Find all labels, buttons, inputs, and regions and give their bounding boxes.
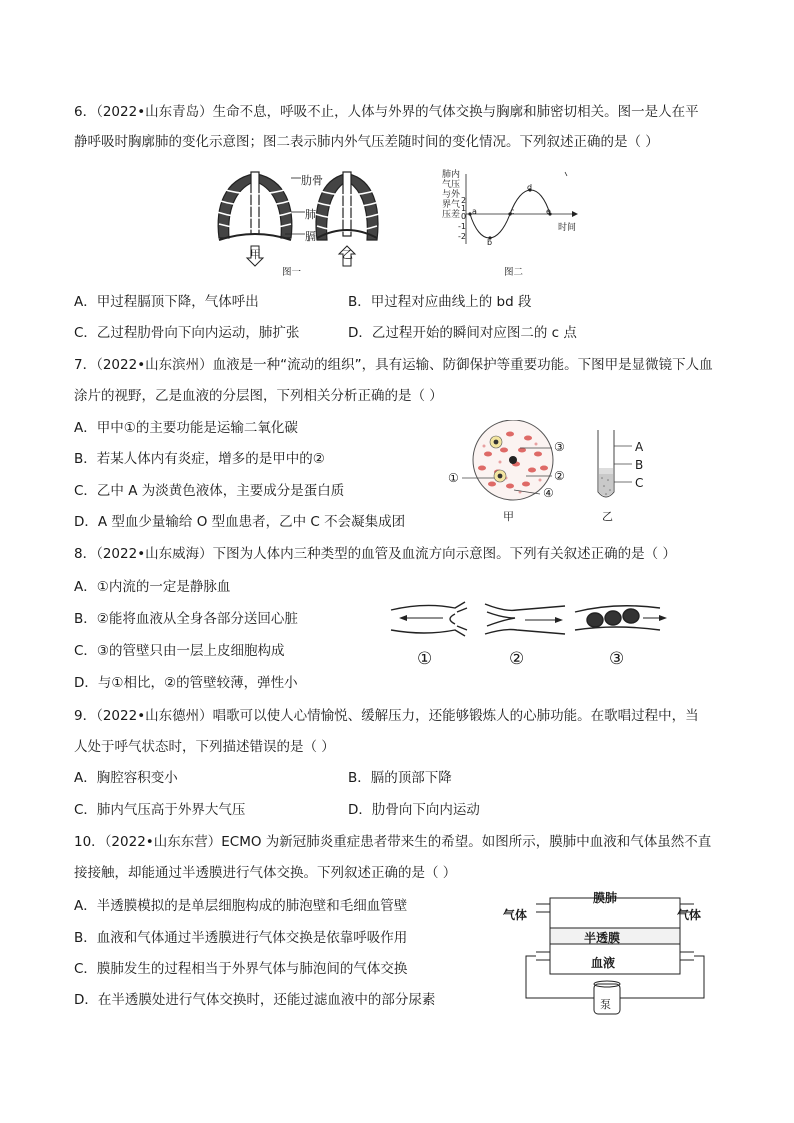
q7-option-c[interactable]: C．乙中 A 为淡黄色液体，主要成分是蛋白质 [74,483,345,499]
q7-stem-line1: 7．（2022•山东滨州）血液是一种“流动的组织”，具有运输、防御保护等重要功能。下图甲是显微镜下人血 [74,357,713,373]
q7-fig-marker-3: ③ [554,440,565,454]
q6-fig2-tick-0: 0 [461,212,467,221]
test-tube [598,430,632,497]
q6-option-a[interactable]: A．甲过程膈顶下降，气体呼出 [74,294,259,310]
q8-option-d[interactable]: D．与①相比，②的管壁较薄，弹性小 [74,675,298,691]
q7-fig-label-jia: 甲 [503,510,514,523]
vessel-artery [391,602,467,636]
q6-fig2-point-e: e [546,207,551,216]
q6-fig2-caption: 图二 [504,267,524,278]
q6-fig2-tick-2: 2 [461,196,467,205]
rib-cage-left [217,172,293,240]
q7-figure-blood [440,420,660,520]
q6-fig2-tick-1: 1 [461,204,467,213]
q7-fig-marker-2: ② [554,469,565,483]
white-blood-cell [509,456,517,464]
q8-option-c[interactable]: C．③的管壁只由一层上皮细胞构成 [74,643,285,659]
q9-stem-line2: 人处于呼气状态时，下列描述错误的是（ ） [74,739,335,755]
q10-fig-label-gas-out: 气体 [677,908,702,922]
q6-fig2-point-a: a [472,207,477,216]
q7-fig-label-yi: 乙 [602,510,613,523]
q6-fig2-tick-neg2: -2 [458,232,466,241]
q8-option-a[interactable]: A．①内流的一定是静脉血 [74,579,231,595]
q10-fig-label-membrane-lung: 膜肺 [593,891,618,905]
q8-fig-label-1: ① [417,649,433,669]
q8-fig-label-3: ③ [609,649,625,669]
q6-fig1-label-diaphragm: 膈 [305,230,316,243]
q7-option-a[interactable]: A．甲中①的主要功能是运输二氧化碳 [74,420,298,436]
q6-figure-thorax [205,166,380,276]
q7-fig-marker-1: ① [448,471,459,485]
q8-stem-line1: 8．（2022•山东威海）下图为人体内三种类型的血管及血流方向示意图。下列有关叙述正确的是（ ） [74,546,676,562]
q9-stem-line1: 9．（2022•山东德州）唱歌可以使人心情愉悦、缓解压力，还能够锻炼人的心肺功能。在歌唱过程中，当 [74,708,699,724]
q8-fig-label-2: ② [509,649,525,669]
q7-option-b[interactable]: B．若某人体内有炎症，增多的是甲中的② [74,451,325,467]
q10-fig-label-blood: 血液 [591,956,616,970]
q10-option-a[interactable]: A．半透膜模拟的是单层细胞构成的肺泡壁和毛细血管壁 [74,898,408,914]
q6-fig2-point-c: c [510,207,515,216]
q7-fig-layer-c: C [635,476,644,490]
q6-fig2-tick-neg1: -1 [458,222,466,231]
q6-fig1-label-jia: 甲 [250,248,261,261]
q6-fig1-label-yi: 乙 [342,248,353,261]
q10-stem-line1: 10．（2022•山东东营）ECMO 为新冠肺炎重症患者带来生的希望。如图所示，膜肺中血液和气体虽然不直 [74,834,712,850]
q6-fig2-point-b: b [487,238,493,247]
q7-stem-line2: 涂片的视野，乙是血液的分层图，下列相关分析正确的是（ ） [74,388,443,404]
q10-option-b[interactable]: B．血液和气体通过半透膜进行气体交换是依靠呼吸作用 [74,930,408,946]
q10-option-d[interactable]: D．在半透膜处进行气体交换时，还能过滤血液中的部分尿素 [74,992,436,1008]
q6-fig1-label-rib: 肋骨 [301,174,323,187]
q6-fig1-label-lung: 肺 [305,208,316,221]
q6-fig2-point-d: d [527,183,533,192]
q10-stem-line2: 接接触，却能通过半透膜进行气体交换。下列叙述正确的是（ ） [74,865,457,881]
q7-fig-layer-b: B [635,458,644,472]
q8-option-b[interactable]: B．②能将血液从全身各部分送回心脏 [74,611,298,627]
q10-option-c[interactable]: C．膜肺发生的过程相当于外界气体与肺泡间的气体交换 [74,961,408,977]
q6-option-d[interactable]: D．乙过程开始的瞬间对应图二的 c 点 [348,325,577,341]
q9-option-c[interactable]: C．肺内气压高于外界大气压 [74,802,246,818]
q7-fig-marker-4: ④ [543,486,554,500]
q6-option-b[interactable]: B．甲过程对应曲线上的 bd 段 [348,294,532,310]
q7-option-d[interactable]: D．A 型血少量输给 O 型血患者，乙中 C 不会凝集成团 [74,514,406,530]
q6-stem-line1: 6．（2022•山东青岛）生命不息，呼吸不止，人体与外界的气体交换与胸廓和肺密切相关。图一是人在平 [74,104,699,120]
vessel-vein [485,604,565,634]
q9-option-d[interactable]: D．肋骨向下向内运动 [348,802,480,818]
q10-fig-label-semi-membrane: 半透膜 [584,931,621,945]
q6-option-c[interactable]: C．乙过程肋骨向下向内运动，肺扩张 [74,325,300,341]
q7-fig-layer-a: A [635,440,644,454]
q10-fig-label-pump: 泵 [600,998,611,1011]
q6-fig2-ylabel: 肺内 气压 与外 界气 压差 [442,170,461,220]
q6-fig1-caption: 图一 [282,267,302,278]
q9-option-b[interactable]: B．膈的顶部下降 [348,770,452,786]
q6-fig2-xlabel: 时间 [558,223,577,233]
q10-fig-label-gas-in: 气体 [503,908,528,922]
rib-cage-right [315,172,379,240]
q9-option-a[interactable]: A．胸腔容积变小 [74,770,178,786]
q6-stem-line2: 静呼吸时胸廓肺的变化示意图；图二表示肺内外气压差随时间的变化情况。下列叙述正确的是（ ） [74,134,659,150]
q8-figure-vessels [385,600,670,645]
vessel-capillary [575,606,667,630]
